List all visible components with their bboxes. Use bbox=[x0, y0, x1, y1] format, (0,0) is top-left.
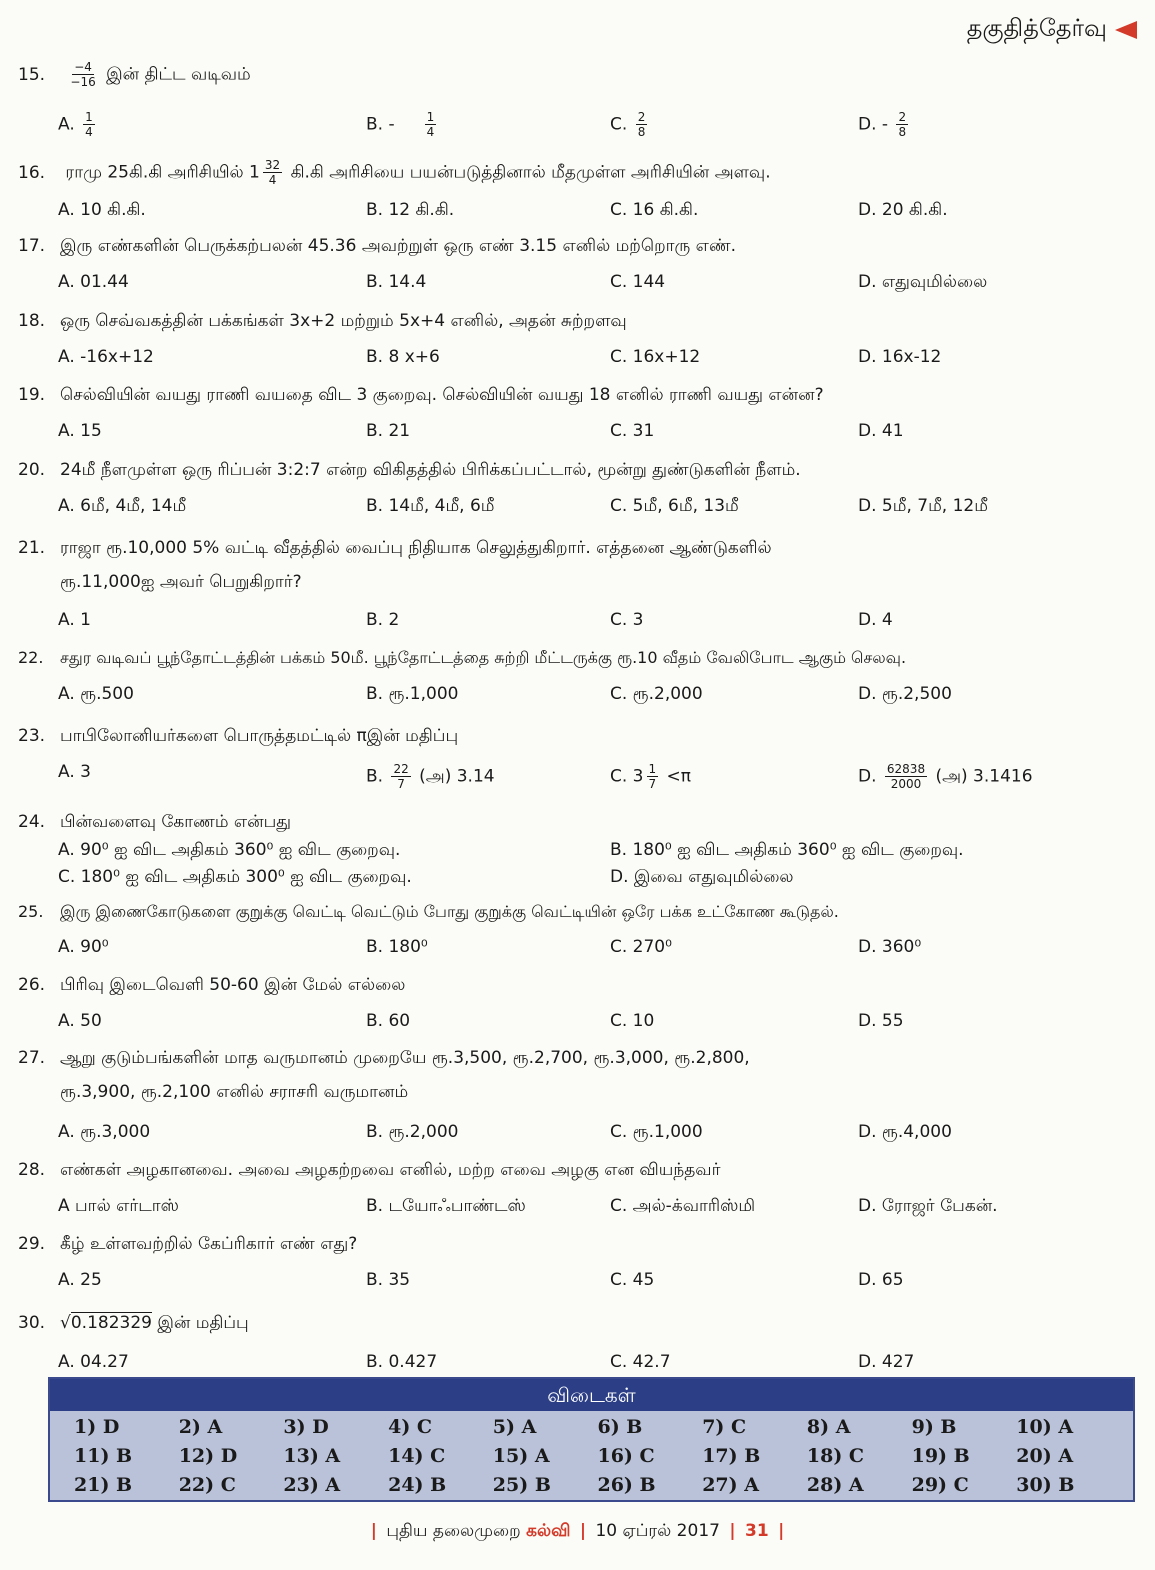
question-28 bbox=[18, 1160, 720, 1182]
option-d: D. இவை எதுவுமில்லை bbox=[610, 867, 794, 887]
answer-item: 16) C bbox=[597, 1445, 655, 1467]
answer-item: 27) A bbox=[702, 1474, 759, 1496]
option-c: C. 42.7 bbox=[610, 1352, 671, 1372]
question-24 bbox=[18, 812, 291, 834]
question-21 bbox=[18, 538, 772, 594]
option-a: A. 90⁰ bbox=[58, 937, 109, 957]
answer-item: 7) C bbox=[702, 1416, 747, 1438]
question-number: 28. bbox=[18, 1160, 46, 1180]
answer-item: 1) D bbox=[74, 1416, 120, 1438]
options-16 bbox=[58, 200, 1148, 230]
option-a: A. 1 bbox=[58, 610, 91, 630]
question-number: 25. bbox=[18, 902, 44, 921]
option-b: B. 180⁰ ஐ விட அதிகம் 360⁰ ஐ விட குறைவு. bbox=[610, 840, 964, 860]
question-number: 30. bbox=[18, 1313, 46, 1333]
option-c: C. 10 bbox=[610, 1011, 655, 1031]
answer-item: 2) A bbox=[178, 1416, 223, 1438]
option-b: B. 0.427 bbox=[366, 1352, 438, 1372]
option-d: D. ரூ.2,500 bbox=[858, 684, 952, 704]
answer-item: 30) B bbox=[1016, 1474, 1075, 1496]
option-c: C. ரூ.2,000 bbox=[610, 684, 703, 704]
option-a: A. 10 கி.கி. bbox=[58, 200, 146, 220]
question-text: பின்வளைவு கோணம் என்பது bbox=[60, 812, 292, 832]
answer-item: 12) D bbox=[178, 1445, 238, 1467]
option-d: D. ரோஜர் பேகன். bbox=[858, 1196, 998, 1216]
option-a: A. 3 bbox=[58, 762, 91, 782]
issue-date: 10 ஏப்ரல் 2017 bbox=[595, 1521, 720, 1541]
answer-item: 5) A bbox=[492, 1416, 537, 1438]
answer-item: 21) B bbox=[74, 1474, 133, 1496]
question-number: 19. bbox=[18, 385, 46, 405]
option-a: A. 25 bbox=[58, 1270, 102, 1290]
options-19 bbox=[58, 421, 1148, 451]
question-text: பிரிவு இடைவெளி 50-60 இன் மேல் எல்லை bbox=[60, 975, 406, 995]
question-number: 21. bbox=[18, 538, 46, 558]
question-number: 24. bbox=[18, 812, 46, 832]
option-c: C. 3 bbox=[610, 610, 644, 630]
publication-name: புதிய தலைமுறை bbox=[386, 1521, 521, 1541]
option-b: B. டயோஃபாண்டஸ் bbox=[366, 1196, 526, 1216]
answer-key bbox=[48, 1377, 1135, 1502]
options-24 bbox=[58, 840, 1148, 894]
question-text: சதுர வடிவப் பூந்தோட்டத்தின் பக்கம் 50மீ. பூந்தோட்டத்தை சுற்றி மீட்டருக்கு ரூ.10 வீதம் வேலிபோட ஆகும் செலவு. bbox=[60, 648, 907, 667]
sqrt-symbol: √ bbox=[60, 1313, 71, 1333]
option-a: A. -16x+12 bbox=[58, 347, 154, 367]
option-b: B. 21 bbox=[366, 421, 411, 441]
option-d: D. ரூ.4,000 bbox=[858, 1122, 952, 1142]
options-17 bbox=[58, 272, 1148, 302]
question-26 bbox=[18, 975, 405, 997]
options-26 bbox=[58, 1011, 1148, 1041]
option-c: C. 31 bbox=[610, 421, 655, 441]
answer-item: 17) B bbox=[702, 1445, 761, 1467]
answer-item: 29) C bbox=[911, 1474, 969, 1496]
option-b: B. 35 bbox=[366, 1270, 411, 1290]
options-15 bbox=[58, 110, 1148, 140]
option-c: C. 5மீ, 6மீ, 13மீ bbox=[610, 496, 739, 516]
answer-item: 22) C bbox=[178, 1474, 236, 1496]
question-number: 22. bbox=[18, 648, 44, 667]
option-c: C. ரூ.1,000 bbox=[610, 1122, 703, 1142]
question-17 bbox=[18, 236, 736, 258]
question-text: ஆறு குடும்பங்களின் மாத வருமானம் முறையே ரூ.3,500, ரூ.2,700, ரூ.3,000, ரூ.2,800, bbox=[60, 1048, 750, 1068]
question-text: ராமு 25கி.கி அரிசியில் 1 bbox=[65, 162, 260, 183]
answer-item: 6) B bbox=[597, 1416, 643, 1438]
option-a: A. 04.27 bbox=[58, 1352, 129, 1372]
question-22 bbox=[18, 648, 906, 669]
answer-item: 28) A bbox=[806, 1474, 864, 1496]
question-text: இரு இணைகோடுகளை குறுக்கு வெட்டி வெட்டும் போது குறுக்கு வெட்டியின் ஒரே பக்க உட்கோண கூடுதல். bbox=[60, 902, 839, 921]
option-c: C. 144 bbox=[610, 272, 666, 292]
question-text-cont: ரூ.3,900, ரூ.2,100 எனில் சராசரி வருமானம் bbox=[60, 1082, 409, 1102]
option-c: C. 16 கி.கி. bbox=[610, 200, 699, 220]
option-b: B. 8 x+6 bbox=[366, 347, 440, 367]
fraction: $\frac{32}{4}$ bbox=[264, 158, 281, 187]
question-18 bbox=[18, 311, 627, 333]
options-28 bbox=[58, 1196, 1148, 1226]
option-d: D. 55 bbox=[858, 1011, 904, 1031]
option-d: D. 41 bbox=[858, 421, 904, 441]
answer-item: 26) B bbox=[597, 1474, 656, 1496]
answer-item: 15) A bbox=[492, 1445, 550, 1467]
options-27 bbox=[58, 1122, 1148, 1152]
option-b: B. - $\frac{1}{4}$ bbox=[366, 110, 435, 139]
option-c: C. 16x+12 bbox=[610, 347, 701, 367]
option-b: B. 180⁰ bbox=[366, 937, 428, 957]
question-text: ஒரு செவ்வகத்தின் பக்கங்கள் 3x+2 மற்றும் 5x+4 எனில், அதன் சுற்றளவு bbox=[60, 311, 627, 331]
option-b: B. 14.4 bbox=[366, 272, 427, 292]
question-text: ராஜா ரூ.10,000 5% வட்டி வீதத்தில் வைப்பு நிதியாக செலுத்துகிறார். எத்தனை ஆண்டுகளில் bbox=[60, 538, 772, 558]
answer-item: 24) B bbox=[388, 1474, 447, 1496]
question-number: 29. bbox=[18, 1234, 46, 1254]
section-title: தகுதித்தேர்வு bbox=[966, 14, 1107, 42]
question-text: எண்கள் அழகானவை. அவை அழகற்றவை எனில், மற்ற எவை அழகு என வியந்தவர் bbox=[60, 1160, 721, 1180]
option-a: A. 15 bbox=[58, 421, 102, 441]
publication-brand: கல்வி bbox=[526, 1521, 571, 1541]
option-b: B. 2 bbox=[366, 610, 400, 630]
option-a: A. 01.44 bbox=[58, 272, 129, 292]
option-c: C. 270⁰ bbox=[610, 937, 672, 957]
answer-item: 19) B bbox=[911, 1445, 970, 1467]
option-c: C. $\frac{2}{8}$ bbox=[610, 110, 646, 139]
option-b: B. $\frac{22}{7}$ (அ) 3.14 bbox=[366, 762, 495, 791]
question-23 bbox=[18, 726, 458, 748]
question-number: 17. bbox=[18, 236, 46, 256]
option-d: D. 427 bbox=[858, 1352, 915, 1372]
option-d: D. 360⁰ bbox=[858, 937, 922, 957]
option-d: D. எதுவுமில்லை bbox=[858, 272, 988, 292]
question-27 bbox=[18, 1048, 750, 1104]
answer-key-title: விடைகள் bbox=[50, 1379, 1133, 1411]
option-d: D. 65 bbox=[858, 1270, 904, 1290]
sqrt-value: 0.182329 bbox=[70, 1313, 152, 1333]
answer-item: 23) A bbox=[283, 1474, 341, 1496]
arrow-icon bbox=[1115, 21, 1137, 39]
question-text-cont: கி.கி அரிசியை பயன்படுத்தினால் மீதமுள்ள அரிசியின் அளவு. bbox=[290, 162, 771, 183]
options-23 bbox=[58, 762, 1148, 792]
question-number: 20. bbox=[18, 460, 46, 480]
answer-item: 18) C bbox=[806, 1445, 865, 1467]
options-25 bbox=[58, 937, 1148, 967]
question-number: 23. bbox=[18, 726, 46, 746]
question-text: இன் திட்ட வடிவம் bbox=[106, 64, 251, 85]
option-a: A. 50 bbox=[58, 1011, 102, 1031]
page-number: 31 bbox=[744, 1521, 769, 1541]
answer-item: 20) A bbox=[1016, 1445, 1074, 1467]
option-b: B. ரூ.1,000 bbox=[366, 684, 459, 704]
option-d: D. - $\frac{2}{8}$ bbox=[858, 110, 907, 139]
question-30 bbox=[18, 1313, 249, 1335]
question-text-cont: ரூ.11,000ஐ அவர் பெறுகிறார்? bbox=[60, 572, 302, 592]
option-b: B. ரூ.2,000 bbox=[366, 1122, 459, 1142]
question-29 bbox=[18, 1234, 357, 1256]
answer-item: 13) A bbox=[283, 1445, 341, 1467]
option-d: D. $\frac{62838}{2000}$ (அ) 3.1416 bbox=[858, 762, 1033, 791]
option-d: D. 16x-12 bbox=[858, 347, 942, 367]
question-number: 18. bbox=[18, 311, 46, 331]
option-d: D. 5மீ, 7மீ, 12மீ bbox=[858, 496, 988, 516]
page-footer: | புதிய தலைமுறை கல்வி | 10 ஏப்ரல் 2017 | 31 | bbox=[370, 1521, 785, 1541]
answer-item: 3) D bbox=[283, 1416, 329, 1438]
answer-item: 4) C bbox=[388, 1416, 433, 1438]
question-number: 26. bbox=[18, 975, 46, 995]
question-text: செல்வியின் வயது ராணி வயதை விட 3 குறைவு. செல்வியின் வயது 18 எனில் ராணி வயது என்ன? bbox=[60, 385, 824, 405]
option-a: A. $\frac{1}{4}$ bbox=[58, 110, 93, 139]
option-d: D. 4 bbox=[858, 610, 893, 630]
question-19 bbox=[18, 385, 824, 407]
question-16 bbox=[18, 158, 771, 187]
answer-item: 14) C bbox=[388, 1445, 446, 1467]
options-29 bbox=[58, 1270, 1148, 1300]
question-20 bbox=[18, 460, 801, 482]
option-c: C. 45 bbox=[610, 1270, 655, 1290]
option-c: C. 180⁰ ஐ விட அதிகம் 300⁰ ஐ விட குறைவு. bbox=[58, 867, 412, 887]
question-text: கீழ் உள்ளவற்றில் கேப்ரிகார் எண் எது? bbox=[60, 1234, 358, 1254]
question-25 bbox=[18, 902, 839, 923]
options-21 bbox=[58, 610, 1148, 640]
answer-item: 9) B bbox=[911, 1416, 957, 1438]
fraction: $\frac{-4}{-16}$ bbox=[70, 60, 96, 89]
option-a: A. ரூ.500 bbox=[58, 684, 134, 704]
answer-grid bbox=[50, 1411, 1133, 1500]
question-text: இரு எண்களின் பெருக்கற்பலன் 45.36 அவற்றுள் ஒரு எண் 3.15 எனில் மற்றொரு எண். bbox=[60, 236, 736, 256]
answer-item: 10) A bbox=[1016, 1416, 1074, 1438]
option-a: A. ரூ.3,000 bbox=[58, 1122, 151, 1142]
answer-item: 8) A bbox=[806, 1416, 851, 1438]
answer-item: 25) B bbox=[492, 1474, 551, 1496]
question-number: 15. bbox=[18, 64, 46, 85]
option-a: A பால் எர்டாஸ் bbox=[58, 1196, 179, 1216]
option-b: B. 14மீ, 4மீ, 6மீ bbox=[366, 496, 495, 516]
option-a: A. 90⁰ ஐ விட அதிகம் 360⁰ ஐ விட குறைவு. bbox=[58, 840, 401, 860]
question-text: இன் மதிப்பு bbox=[157, 1313, 249, 1333]
question-text: பாபிலோனியர்களை பொருத்தமட்டில் πஇன் மதிப்பு bbox=[60, 726, 459, 746]
question-15 bbox=[18, 60, 251, 89]
option-a: A. 6மீ, 4மீ, 14மீ bbox=[58, 496, 187, 516]
answer-item: 11) B bbox=[74, 1445, 133, 1467]
question-number: 27. bbox=[18, 1048, 46, 1068]
option-c: C. 3 $\frac{1}{7}$ <π bbox=[610, 762, 692, 791]
options-18 bbox=[58, 347, 1148, 377]
option-b: B. 60 bbox=[366, 1011, 411, 1031]
option-d: D. 20 கி.கி. bbox=[858, 200, 948, 220]
options-22 bbox=[58, 684, 1148, 714]
options-20 bbox=[58, 496, 1148, 526]
question-text: 24மீ நீளமுள்ள ஒரு ரிப்பன் 3:2:7 என்ற விகிதத்தில் பிரிக்கப்பட்டால், மூன்று துண்டுகளின் நீளம். bbox=[60, 460, 801, 480]
page-header bbox=[967, 14, 1137, 45]
option-c: C. அல்-க்வாரிஸ்மி bbox=[610, 1196, 756, 1216]
option-b: B. 12 கி.கி. bbox=[366, 200, 455, 220]
question-number: 16. bbox=[18, 162, 46, 183]
